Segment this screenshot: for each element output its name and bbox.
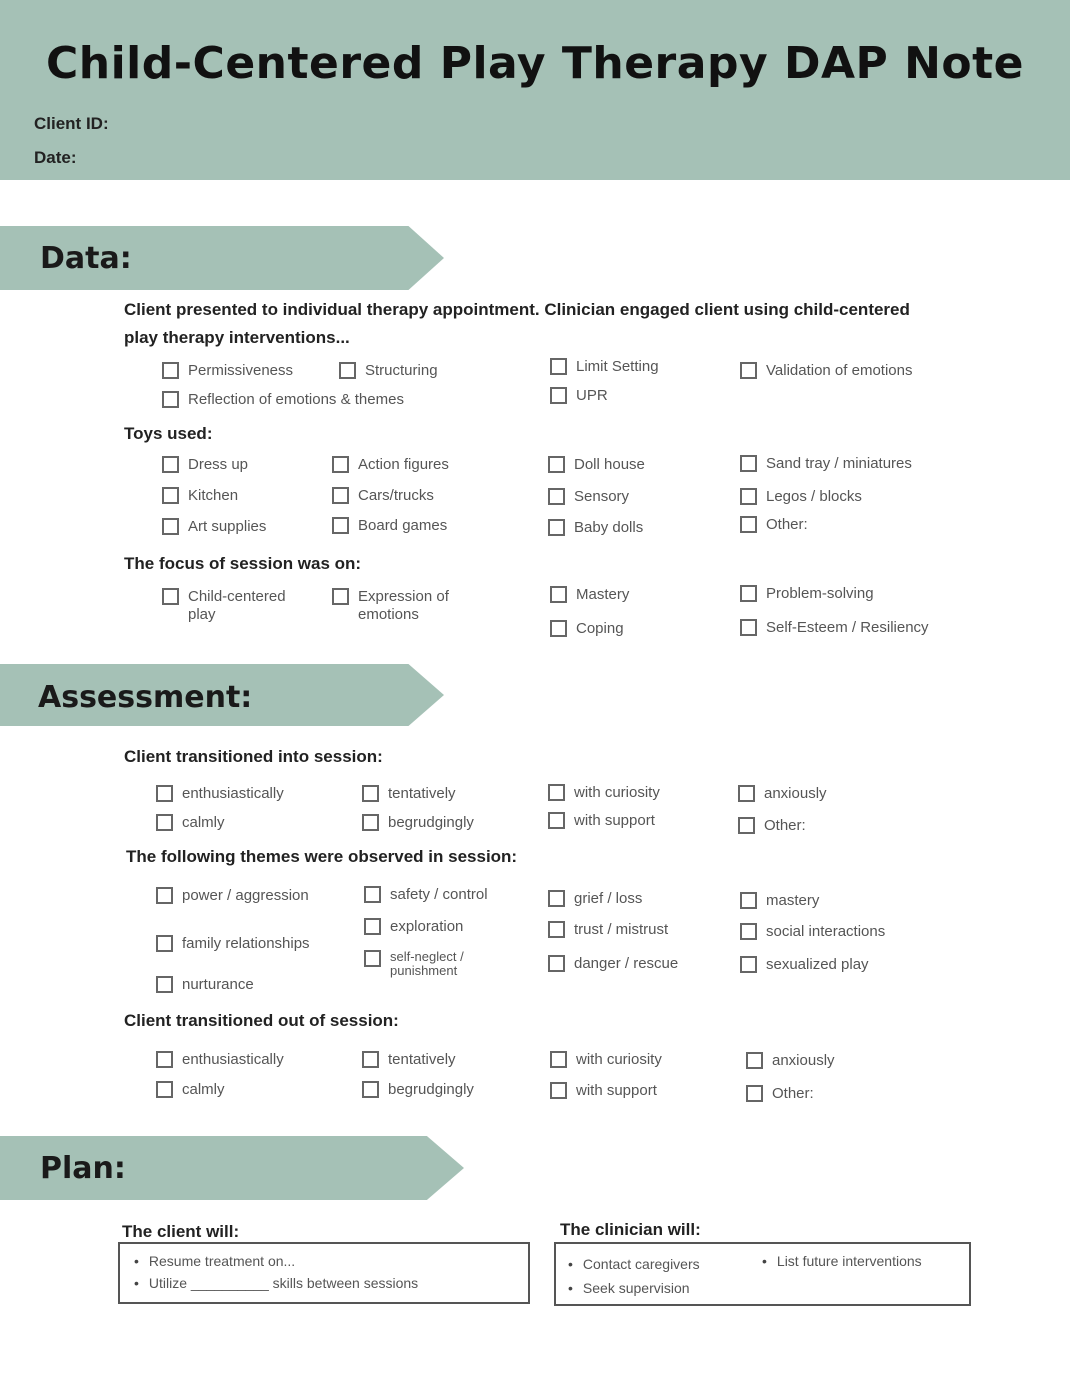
client-will-box[interactable] [118,1242,530,1304]
theme-option[interactable]: social interactions [740,923,885,941]
theme-option[interactable]: self-neglect / punishment [364,950,504,978]
transition-out-option[interactable]: tentatively [362,1051,456,1069]
clinician-will-label: The clinician will: [560,1220,701,1239]
checkbox[interactable] [738,785,755,802]
toy-option[interactable]: Art supplies [162,518,266,536]
checkbox[interactable] [364,886,381,903]
checkbox[interactable] [162,487,179,504]
toy-option[interactable]: Kitchen [162,487,238,505]
checkbox[interactable] [738,817,755,834]
clinician-will-box[interactable] [554,1242,971,1306]
theme-option[interactable]: nurturance [156,976,254,994]
checkbox[interactable] [332,517,349,534]
checkbox[interactable] [740,516,757,533]
focus-label: The focus of session was on: [124,554,362,573]
clinician-item: • Contact caregivers [568,1256,700,1272]
transition-in-option[interactable]: tentatively [362,785,456,803]
checkbox[interactable] [548,456,565,473]
clinician-item: • List future interventions [762,1253,922,1269]
checkbox[interactable] [332,487,349,504]
checkbox[interactable] [740,455,757,472]
checkbox[interactable] [548,890,565,907]
toy-option[interactable]: Sensory [548,488,629,506]
transition-in-option[interactable]: Other: [738,817,806,835]
header-banner [0,0,1070,180]
data-intro-text: Client presented to individual therapy appointment. Clinician engaged client using child-centered play therapy interventions... [124,300,910,347]
checkbox[interactable] [156,935,173,952]
toy-option[interactable]: Other: [740,516,808,534]
intervention-option[interactable]: Validation of emotions [740,362,912,380]
intervention-option[interactable]: Permissiveness [162,362,293,380]
checkbox[interactable] [550,1082,567,1099]
transition-out-option[interactable]: with support [550,1082,657,1100]
checkbox[interactable] [156,1051,173,1068]
client-id-label: Client ID: [34,114,109,133]
checkbox[interactable] [548,812,565,829]
toy-option[interactable]: Doll house [548,456,645,474]
checkbox[interactable] [550,586,567,603]
checkbox[interactable] [332,456,349,473]
intervention-option[interactable]: Limit Setting [550,358,659,376]
checkbox[interactable] [548,955,565,972]
focus-option[interactable]: Self-Esteem / Resiliency [740,619,929,637]
plan-section-title: Plan: [40,1151,126,1186]
checkbox[interactable] [162,391,179,408]
toy-option[interactable]: Dress up [162,456,248,474]
theme-option[interactable]: safety / control [364,886,488,904]
client-item: • Utilize __________ skills between sessions [134,1275,418,1291]
checkbox[interactable] [740,923,757,940]
checkbox[interactable] [740,892,757,909]
toys-label: Toys used: [124,424,213,443]
transition-out-option[interactable]: Other: [746,1085,814,1103]
checkbox[interactable] [740,585,757,602]
theme-option[interactable]: sexualized play [740,956,869,974]
page-title: Child-Centered Play Therapy DAP Note [45,38,1025,89]
checkbox[interactable] [548,488,565,505]
date-label: Date: [34,148,77,167]
intervention-option[interactable]: Structuring [339,362,438,380]
checkbox[interactable] [740,362,757,379]
checkbox[interactable] [362,1051,379,1068]
checkbox[interactable] [362,785,379,802]
checkbox[interactable] [548,519,565,536]
toy-option[interactable]: Cars/trucks [332,487,434,505]
toy-option[interactable]: Baby dolls [548,519,643,537]
checkbox[interactable] [156,1081,173,1098]
checkbox[interactable] [339,362,356,379]
transition-in-option[interactable]: with curiosity [548,784,660,802]
checkbox[interactable] [162,362,179,379]
transition-out-option[interactable]: begrudgingly [362,1081,474,1099]
checkbox[interactable] [332,588,349,605]
checkbox[interactable] [740,619,757,636]
checkbox[interactable] [364,918,381,935]
transition-out-option[interactable]: anxiously [746,1052,835,1070]
checkbox[interactable] [548,784,565,801]
focus-option[interactable]: Problem-solving [740,585,874,603]
intervention-option[interactable]: Reflection of emotions & themes [162,391,404,409]
toy-option[interactable]: Sand tray / miniatures [740,455,912,473]
theme-option[interactable]: family relationships [156,935,310,953]
checkbox[interactable] [162,518,179,535]
toy-option[interactable]: Legos / blocks [740,488,862,506]
checkbox[interactable] [156,814,173,831]
theme-option[interactable]: mastery [740,892,819,910]
checkbox[interactable] [156,887,173,904]
transition-out-label: Client transitioned out of session: [124,1011,399,1030]
data-section-title: Data: [40,241,132,276]
checkbox[interactable] [550,387,567,404]
checkbox[interactable] [550,1051,567,1068]
transition-in-option[interactable]: enthusiastically [156,785,284,803]
checkbox[interactable] [550,358,567,375]
focus-option[interactable]: Child-centered play [162,588,312,624]
checkbox[interactable] [746,1085,763,1102]
transition-in-option[interactable]: with support [548,812,655,830]
transition-in-option[interactable]: calmly [156,814,225,832]
theme-option[interactable]: danger / rescue [548,955,678,973]
transition-in-label: Client transitioned into session: [124,747,383,766]
client-will-label: The client will: [122,1222,240,1241]
assessment-section-title: Assessment: [38,680,253,715]
transition-in-option[interactable]: begrudgingly [362,814,474,832]
toy-option[interactable]: Board games [332,517,447,535]
checkbox[interactable] [156,976,173,993]
client-item: • Resume treatment on... [134,1253,295,1269]
transition-out-option[interactable]: calmly [156,1081,225,1099]
intervention-option[interactable]: UPR [550,387,608,405]
checkbox[interactable] [162,588,179,605]
checkbox[interactable] [156,785,173,802]
checkbox[interactable] [550,620,567,637]
checkbox[interactable] [746,1052,763,1069]
focus-option[interactable]: Expression of emotions [332,588,472,624]
checkbox[interactable] [548,921,565,938]
theme-option[interactable]: power / aggression [156,887,309,905]
themes-label: The following themes were observed in session: [126,847,518,866]
transition-out-option[interactable]: enthusiastically [156,1051,284,1069]
toy-option[interactable]: Action figures [332,456,449,474]
focus-option[interactable]: Mastery [550,586,629,604]
checkbox[interactable] [740,488,757,505]
checkbox[interactable] [740,956,757,973]
theme-option[interactable]: exploration [364,918,463,936]
theme-option[interactable]: grief / loss [548,890,642,908]
clinician-item: • Seek supervision [568,1280,690,1296]
transition-in-option[interactable]: anxiously [738,785,827,803]
checkbox[interactable] [364,950,381,967]
checkbox[interactable] [362,1081,379,1098]
checkbox[interactable] [362,814,379,831]
focus-option[interactable]: Coping [550,620,624,638]
checkbox[interactable] [162,456,179,473]
theme-option[interactable]: trust / mistrust [548,921,668,939]
transition-out-option[interactable]: with curiosity [550,1051,662,1069]
